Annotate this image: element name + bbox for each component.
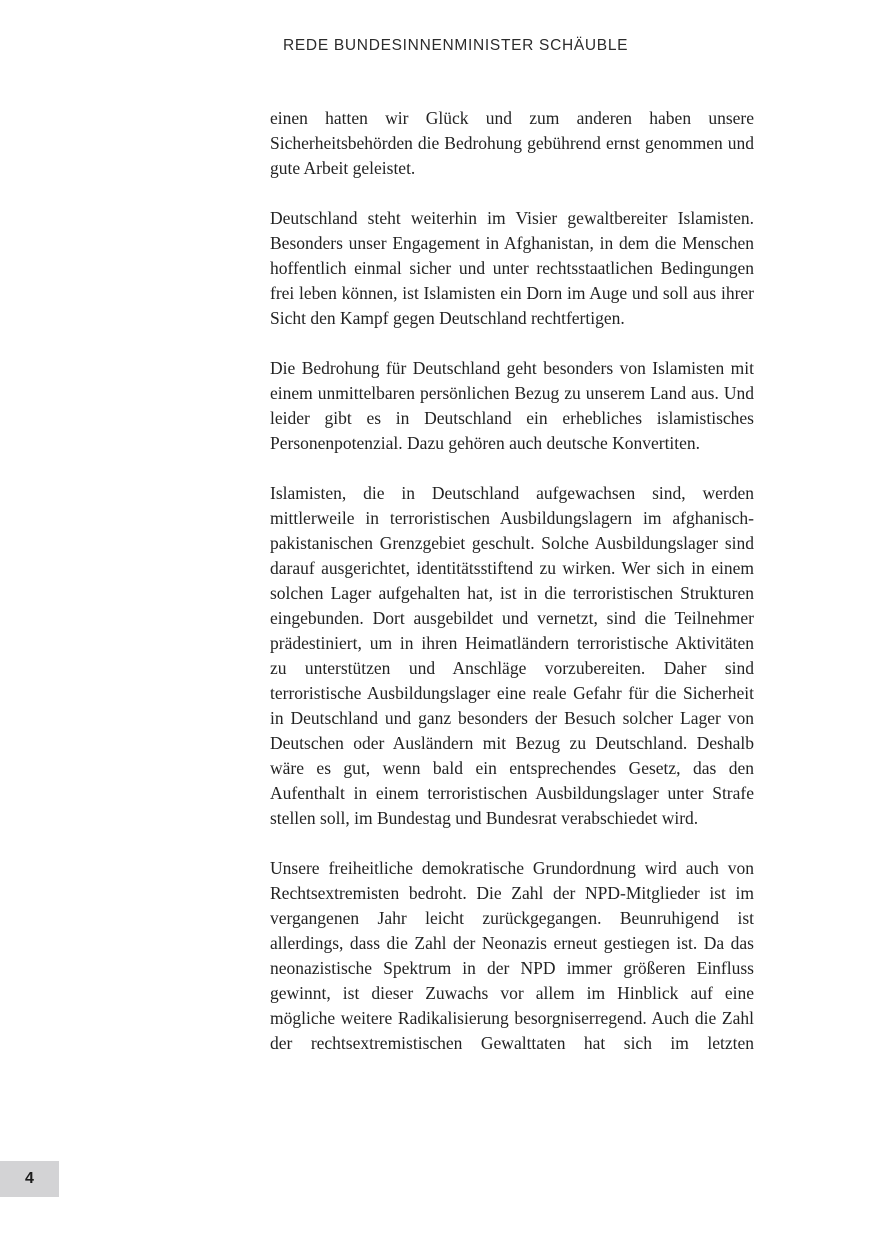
running-header: REDE BUNDESINNENMINISTER SCHÄUBLE: [283, 37, 629, 54]
body-text: [270, 106, 754, 1056]
page-number-badge: [0, 1161, 59, 1197]
paragraph-3: Die Bedrohung für Deutschland geht besonders von Islamisten mit einem unmittelbaren persönlichen Bezug zu unserem Land aus. Und leider gibt es in Deutschland ein erhebliches islamistisches Personenpotenzial. Dazu gehören auch deutsche Konvertiten.: [270, 358, 754, 453]
page-number: 4: [25, 1170, 34, 1187]
paragraph-2: Deutschland steht weiterhin im Visier gewaltbereiter Islamisten. Besonders unser Engagement in Afghanistan, in dem die Menschen hoffentlich einmal sicher und unter rechtsstaatlichen Bedingungen frei leben können, ist Islamisten ein Dorn im Auge und soll aus ihrer Sicht den Kampf gegen Deutschland rechtfertigen.: [270, 208, 754, 328]
paragraph-4: Islamisten, die in Deutschland aufgewachsen sind, werden mittlerweile in terroristischen Ausbildungslagern im afghanisch-pakistanischen Grenzgebiet geschult. Solche Ausbildungslager sind darauf ausgerichtet, identitätsstiftend zu wirken. Wer sich in einem solchen Lager aufgehalten hat, ist in die terroristischen Strukturen eingebunden. Dort ausgebildet und vernetzt, sind die Teilnehmer prädestiniert, um in ihren Heimatländern terroristische Aktivitäten zu unterstützen und Anschläge vorzubereiten. Daher sind terroristische Ausbildungslager eine reale Gefahr für die Sicherheit in Deutschland und ganz besonders der Besuch solcher Lager von Deutschen oder Ausländern mit Bezug zu Deutschland. Deshalb wäre es gut, wenn bald ein entsprechendes Gesetz, das den Aufenthalt in einem terroristischen Ausbildungslager unter Strafe stellen soll, im Bundestag und Bundesrat verabschiedet wird.: [270, 483, 754, 828]
paragraph-1: einen hatten wir Glück und zum anderen haben unsere Sicherheitsbehörden die Bedrohung gebührend ernst genommen und gute Arbeit geleistet.: [270, 108, 754, 178]
paragraph-5: Unsere freiheitliche demokratische Grundordnung wird auch von Rechtsextremisten bedroht. Die Zahl der NPD-Mitglieder ist im vergangenen Jahr leicht zurückgegangen. Beunruhigend ist allerdings, dass die Zahl der Neonazis erneut gestiegen ist. Da das neonazistische Spektrum in der NPD immer größeren Einfluss gewinnt, ist dieser Zuwachs vor allem im Hinblick auf eine mögliche weitere Radikalisierung besorgniserregend. Auch die Zahl der rechtsextremistischen Gewalttaten hat sich im letzten: [270, 858, 754, 1053]
